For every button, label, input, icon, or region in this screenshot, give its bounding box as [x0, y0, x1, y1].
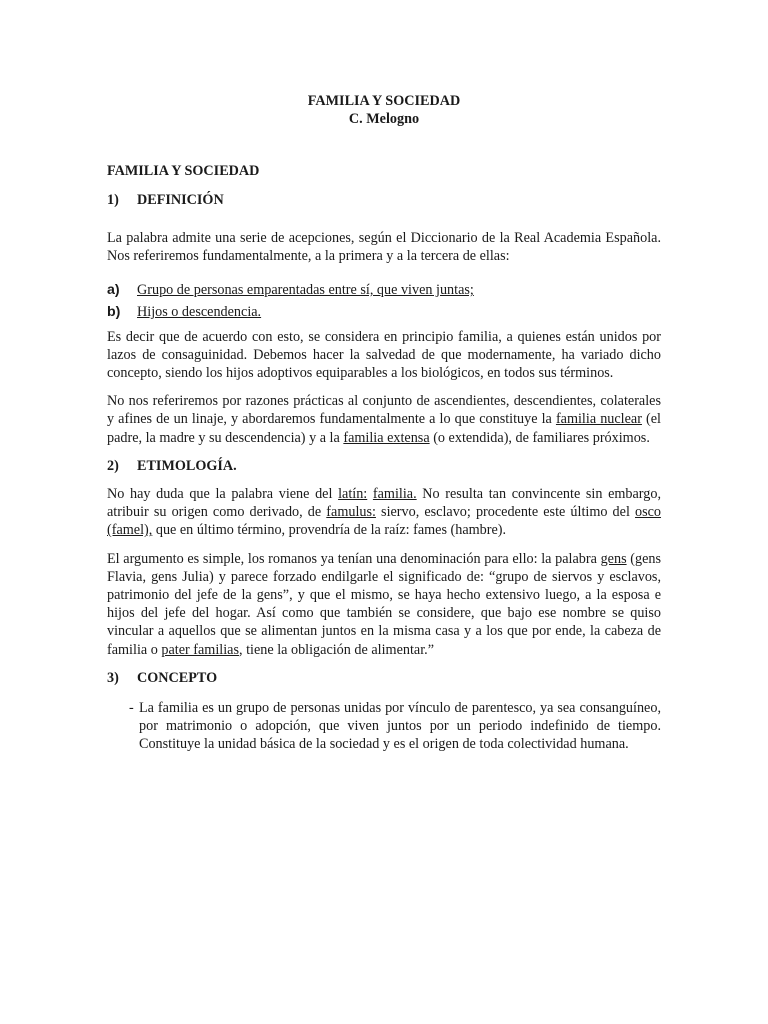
underlined-term: familia nuclear [555, 411, 642, 428]
section-heading-text: DEFINICIÓN [137, 191, 224, 208]
paragraph-latin [107, 485, 661, 540]
section-heading-definicion [107, 191, 661, 209]
underlined-term: famulus: [326, 504, 376, 521]
concept-list-item [129, 699, 661, 754]
document-page [107, 92, 661, 754]
section-heading-text: CONCEPTO [137, 669, 218, 686]
paragraph-gens [107, 550, 661, 659]
underlined-term: gens [600, 550, 627, 567]
intro-paragraph: La palabra admite una serie de acepciones, según el Diccionario de la Real Academia Española. Nos referiremos fundamentalmente, a la primera y a la tercera de ellas: [107, 229, 661, 265]
text-run: que en último término, provendría de la raíz: fames (hambre). [152, 522, 507, 539]
list-dash: - [129, 700, 134, 717]
text-run: siervo, esclavo; procedente este último del [375, 504, 635, 521]
text-run: No resulta tan convincente sin embargo, atribuir su origen como derivado, de [107, 486, 662, 521]
section-number: 1) [107, 191, 119, 208]
list-item-text: Hijos o descendencia. [137, 304, 262, 321]
concept-text: La familia es un grupo de personas unidas por vínculo de parentesco, ya sea consanguíneo, por matrimonio o adopción, que viven juntos por un periodo indefinido de tiempo. Constituye la unidad básica de la sociedad y es el origen de toda colectividad humana. [139, 700, 661, 753]
definition-list [107, 281, 661, 321]
underlined-term: familia extensa [343, 429, 430, 446]
section-heading-concepto [107, 669, 661, 687]
list-item-label: a) [107, 282, 120, 299]
document-title: FAMILIA Y SOCIEDAD [307, 93, 461, 109]
section-heading-text: ETIMOLOGÍA. [137, 457, 237, 474]
list-item [107, 281, 661, 299]
text-run: (o extendida), de familiares próximos. [429, 429, 650, 446]
document-author: C. Melogno [348, 111, 420, 128]
list-item-text: Grupo de personas emparentadas entre sí, que viven juntas; [137, 282, 474, 299]
section-title: FAMILIA Y SOCIEDAD [107, 163, 260, 180]
paragraph-familia-nuclear [107, 392, 661, 447]
list-item-label: b) [107, 304, 121, 321]
paragraph-consanguinidad: Es decir que de acuerdo con esto, se considera en principio familia, a quienes están unidos por lazos de consaguinidad. Debemos hacer la salvedad de que modernamente, ha variado dicho concepto, siendo los hijos adoptivos equiparables a los biológicos, en todos sus términos. [107, 328, 661, 382]
list-item [107, 303, 661, 321]
text-run: No hay duda que la palabra viene del [107, 486, 339, 503]
section-heading-etimologia [107, 457, 661, 475]
underlined-term: latín: [338, 486, 368, 503]
underlined-term: osco [635, 504, 662, 521]
section-number: 3) [107, 669, 119, 686]
text-run: , tiene la obligación de alimentar.” [238, 641, 434, 658]
text-run: El argumento es simple, los romanos ya tenían una denominación para ello: la palabra [107, 550, 601, 567]
underlined-term: pater familias [161, 641, 239, 658]
text-run: (gens Flavia, gens Julia) y parece forzado endilgarle el significado de: “grupo de siervos y esclavos, patrimonio del jefe de la gens”, y que el mismo, se haya hecho extensivo luego, a la esposa e hijos del jefe del hogar. Así como que también se considere, que bajo ese nombre se quiso vincular a aquellos que se alimentan juntos en la misma casa y a los que por ende, la cabeza de familia o [107, 550, 661, 658]
underlined-term: (famel), [107, 522, 153, 539]
text-run: (el padre, la madre y su descendencia) y a la [107, 411, 661, 446]
text-run: No nos referiremos por razones prácticas al conjunto de ascendientes, descendientes, colaterales y afines de un linaje, y abordaremos fundamentalmente a lo que constituye la [107, 393, 661, 428]
section-number: 2) [107, 457, 119, 474]
underlined-term: familia. [372, 486, 417, 503]
